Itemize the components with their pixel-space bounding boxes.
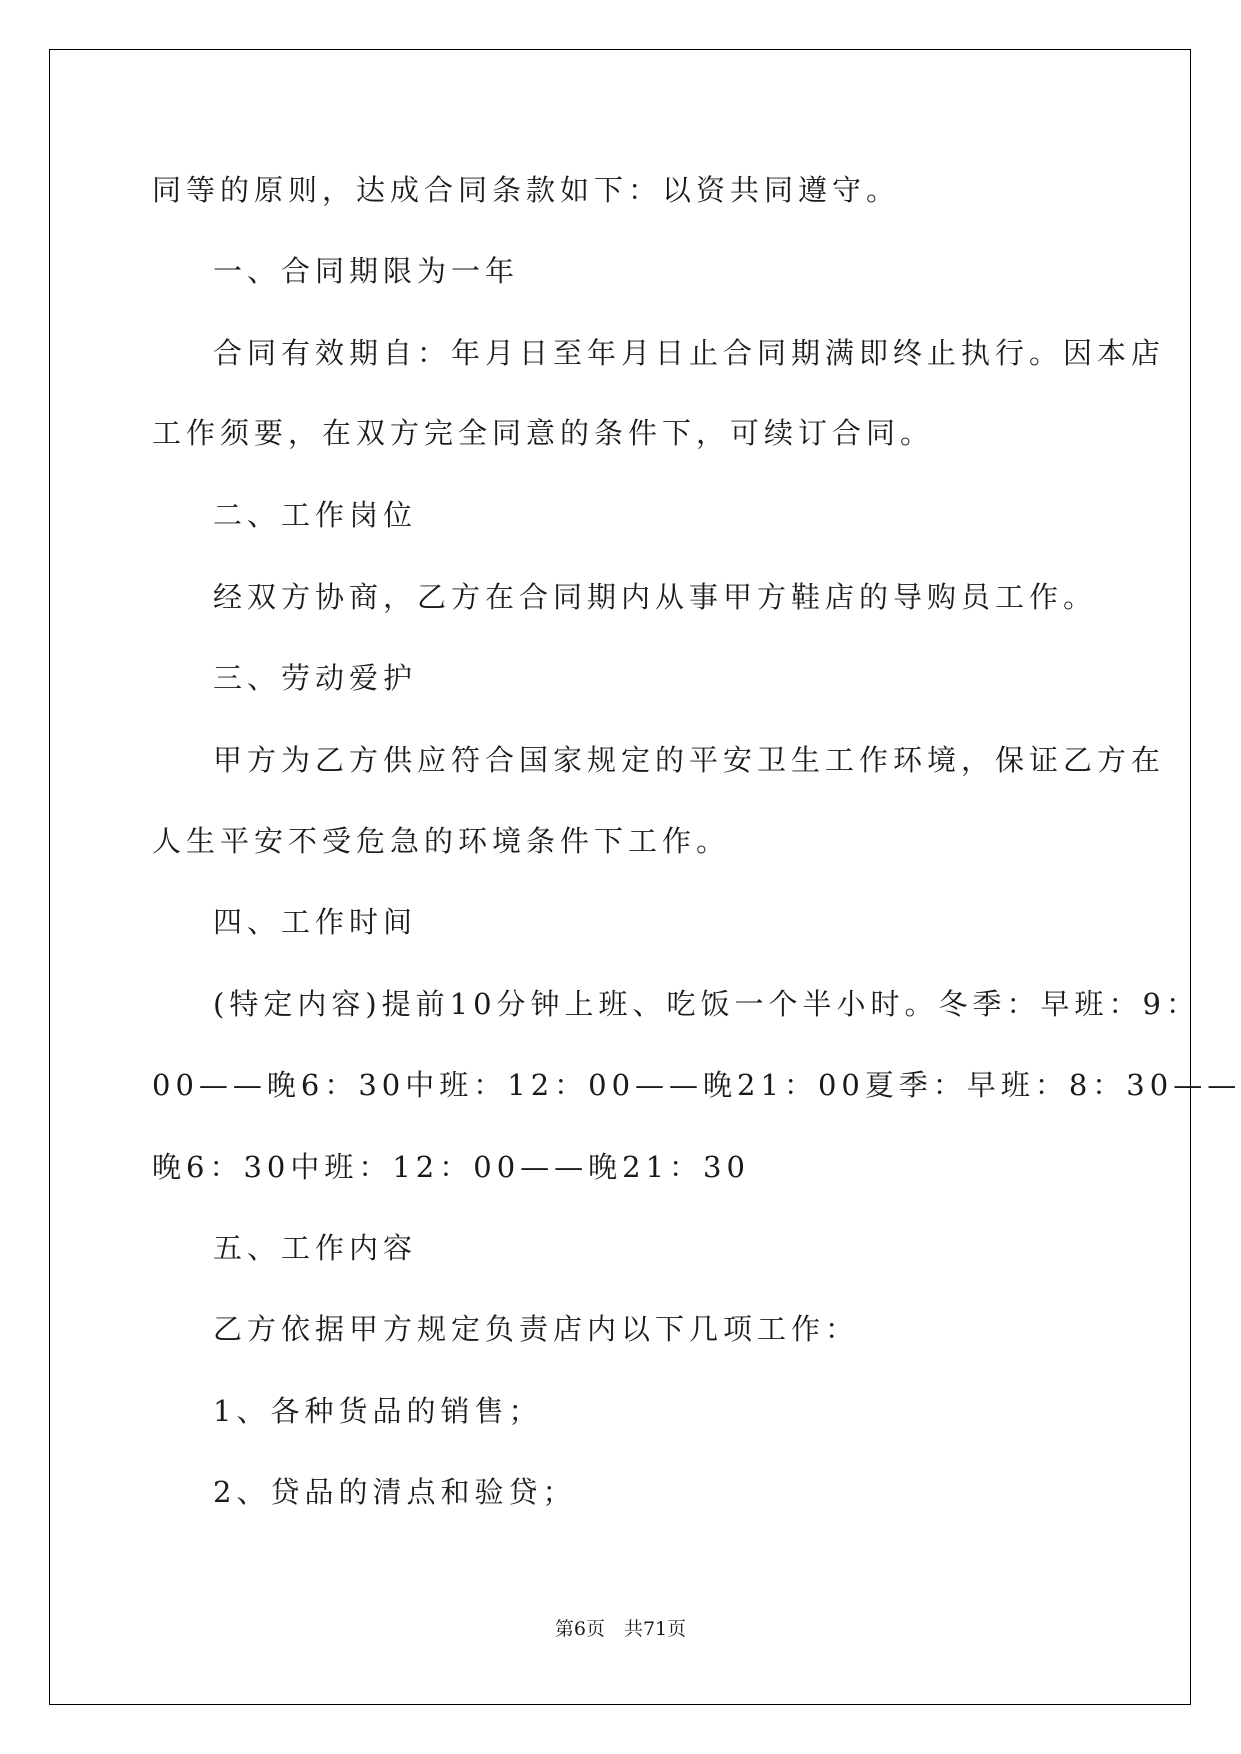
section-heading: 三、劳动爱护 (213, 661, 418, 695)
text-line: (特定内容)提前10分钟上班、吃饭一个半小时。冬季：早班：9： (213, 987, 1200, 1021)
text-line: 晚6：30中班：12：00——晚21：30 (152, 1150, 750, 1184)
section-heading: 二、工作岗位 (213, 498, 418, 532)
text-line: 工作须要，在双方完全同意的条件下，可续订合同。 (152, 416, 935, 450)
section-heading: 一、合同期限为一年 (213, 254, 520, 288)
text-line: 经双方协商，乙方在合同期内从事甲方鞋店的导购员工作。 (213, 580, 1098, 614)
text-line: 同等的原则，达成合同条款如下：以资共同遵守。 (152, 173, 901, 207)
text-line: 合同有效期自：年月日至年月日止合同期满即终止执行。因本店 (213, 336, 1166, 370)
text-line: 人生平安不受危急的环境条件下工作。 (152, 824, 731, 858)
text-line: 乙方依据甲方规定负责店内以下几项工作： (213, 1312, 860, 1346)
text-line: 00——晚6：30中班：12：00——晚21：00夏季：早班：8：30—— (152, 1068, 1241, 1102)
list-item: 2、贷品的清点和验贷； (213, 1475, 577, 1509)
section-heading: 五、工作内容 (213, 1231, 418, 1265)
page-border (49, 49, 1191, 1705)
text-line: 甲方为乙方供应符合国家规定的平安卫生工作环境，保证乙方在 (213, 743, 1166, 777)
page-number-footer: 第6页 共71页 (554, 1618, 687, 1640)
section-heading: 四、工作时间 (213, 905, 418, 939)
list-item: 1、各种货品的销售； (213, 1394, 543, 1428)
